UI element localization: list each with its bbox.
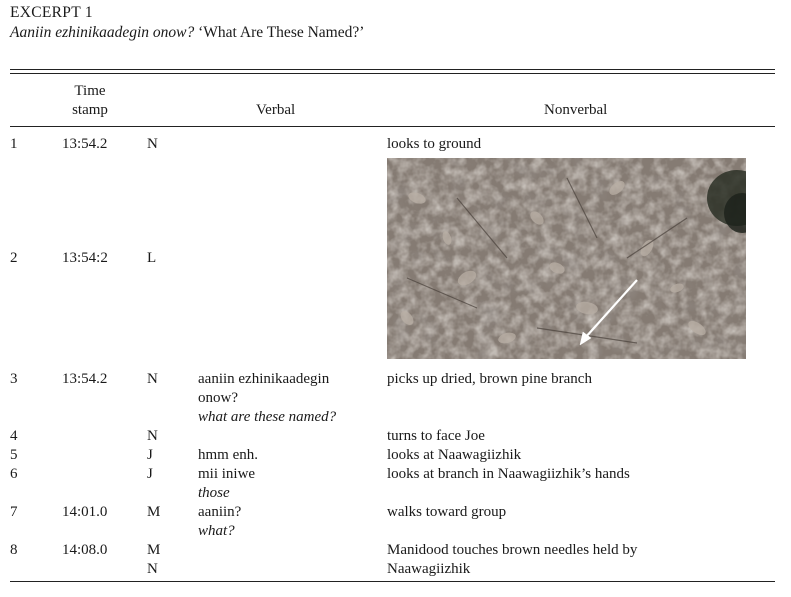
excerpt-title — [10, 24, 364, 42]
row-number: 2 — [10, 250, 18, 266]
header-time-line2: stamp — [72, 102, 108, 118]
row-nonverbal: picks up dried, brown pine branch — [387, 371, 592, 387]
row-speaker: L — [147, 250, 157, 266]
row-number: 5 — [10, 447, 18, 463]
row-gloss: those — [198, 485, 230, 501]
top-rule-2 — [10, 73, 775, 74]
row-speaker: N — [147, 428, 158, 444]
row-speaker: J — [147, 466, 153, 482]
header-time-line1: Time — [74, 83, 106, 99]
row-number: 1 — [10, 136, 18, 152]
top-rule-1 — [10, 69, 775, 70]
excerpt-title-gloss: ‘What Are These Named?’ — [194, 24, 365, 41]
row-verbal: mii iniwe — [198, 466, 256, 482]
row-speaker: J — [147, 447, 153, 463]
row-nonverbal: walks toward group — [387, 504, 507, 520]
row-timestamp: 13:54.2 — [62, 371, 108, 387]
row-nonverbal: looks at branch in Naawagiizhik’s hands — [387, 466, 630, 482]
row-number: 6 — [10, 466, 18, 482]
row-timestamp: 13:54:2 — [62, 250, 108, 266]
row-nonverbal: looks at Naawagiizhik — [387, 447, 522, 463]
row-number: 3 — [10, 371, 18, 387]
row-verbal-cont: onow? — [198, 390, 238, 406]
excerpt-title-italic: Aaniin ezhinikaadegin onow? — [10, 24, 195, 41]
row-verbal: aaniin ezhinikaadegin — [198, 371, 330, 387]
bottom-rule — [10, 581, 775, 582]
row-number: 4 — [10, 428, 18, 444]
row-nonverbal: turns to face Joe — [387, 428, 485, 444]
forest-floor-photo — [387, 158, 746, 359]
row-speaker: M — [147, 542, 161, 558]
row-number: 7 — [10, 504, 18, 520]
row-verbal: hmm enh. — [198, 447, 258, 463]
row-timestamp: 14:08.0 — [62, 542, 108, 558]
row-gloss: what? — [198, 523, 235, 539]
row-speaker-2: N — [147, 561, 158, 577]
header-verbal: Verbal — [256, 102, 296, 118]
row-nonverbal: looks to ground — [387, 136, 482, 152]
row-gloss: what are these named? — [198, 409, 337, 425]
row-timestamp: 14:01.0 — [62, 504, 108, 520]
row-number: 8 — [10, 542, 18, 558]
row-speaker: M — [147, 504, 161, 520]
row-verbal: aaniin? — [198, 504, 242, 520]
row-speaker: N — [147, 371, 158, 387]
row-nonverbal-cont: Naawagiizhik — [387, 561, 471, 577]
row-nonverbal: Manidood touches brown needles held by — [387, 542, 638, 558]
excerpt-number: EXCERPT 1 — [10, 4, 93, 21]
header-rule — [10, 126, 775, 127]
row-speaker: N — [147, 136, 158, 152]
row-timestamp: 13:54.2 — [62, 136, 108, 152]
header-nonverbal: Nonverbal — [544, 102, 608, 118]
